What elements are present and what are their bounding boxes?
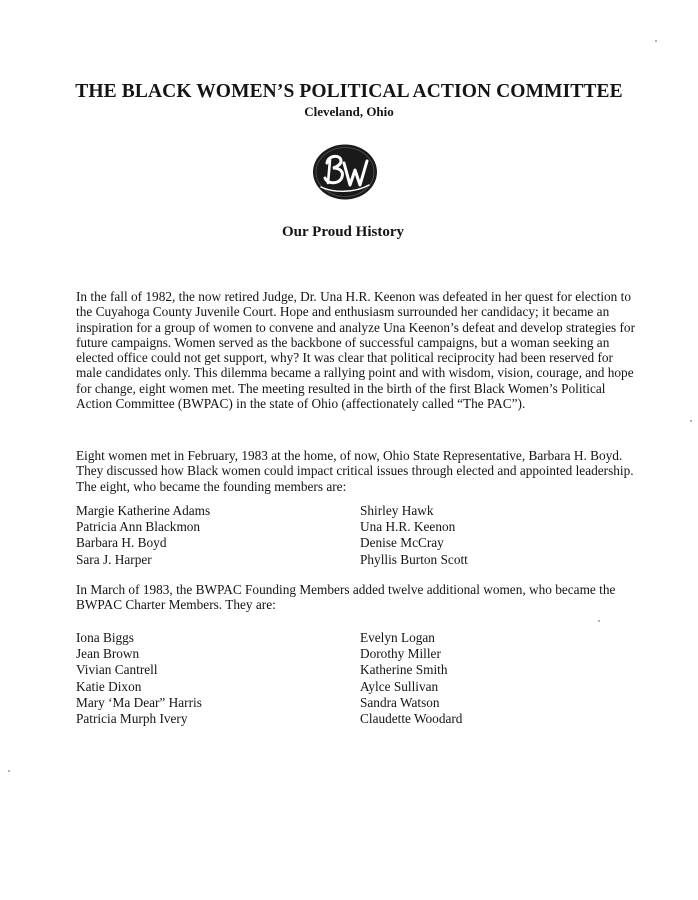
charter-intro-paragraph: In March of 1983, the BWPAC Founding Members added twelve additional women, who became the BWPAC Charter Members. They are: [76, 582, 616, 613]
member-name: Jean Brown [76, 646, 140, 662]
member-name: Mary ‘Ma Dear” Harris [76, 694, 202, 710]
member-name: Sara J. Harper [76, 551, 152, 567]
document-subtitle: Cleveland, Ohio [304, 104, 394, 119]
history-paragraph: In the fall of 1982, the now retired Judge, Dr. Una H.R. Keenon was defeated in her quest for election to the Cuyahoga County Juvenile Court. Hope and enthusiasm surrounded her candidacy; it became an inspiration for a group of women to convene and analyze Una Keenon’s defeat and develop strategies for future campaigns. Women served as the backbone of successful campaigns, but a woman seeking an elected office could not get support, why? It was clear that political reciprocity had been reserved for male candidates only. This dilemma became a rallying point and with wisdom, vision, courage, and hope for change, eight women met. The meeting resulted in the birth of the first Black Women’s Political Action Committee (BWPAC) in the state of Ohio (affectionately called “The PAC”). [76, 289, 636, 412]
charter-members-list [76, 630, 616, 727]
member-name: Barbara H. Boyd [76, 535, 167, 551]
member-name: Denise McCray [360, 535, 444, 551]
charter-members-left-column [76, 630, 360, 727]
member-name: Patricia Murph Ivery [76, 711, 188, 727]
founding-members-left-column [76, 503, 360, 568]
member-name: Iona Biggs [76, 630, 134, 645]
member-name: Vivian Cantrell [76, 662, 158, 678]
member-name: Una H.R. Keenon [360, 519, 456, 535]
member-name: Shirley Hawk [360, 503, 434, 518]
member-name: Sandra Watson [360, 694, 440, 710]
member-name: Claudette Woodard [360, 711, 463, 727]
section-heading: Our Proud History [282, 224, 404, 240]
founding-members-right-column [360, 503, 616, 568]
founding-members-list [76, 503, 616, 568]
member-name: Aylce Sullivan [360, 678, 439, 694]
founding-intro-paragraph: Eight women met in February, 1983 at the home, of now, Ohio State Representative, Barbara H. Boyd. They discussed how Black women could impact critical issues through elected and appointed leadership. The eight, who became the founding members are: [76, 448, 634, 494]
member-name: Katie Dixon [76, 678, 142, 694]
member-name: Margie Katherine Adams [76, 503, 211, 518]
scan-speck [690, 420, 692, 422]
member-name: Dorothy Miller [360, 646, 441, 662]
member-name: Katherine Smith [360, 662, 448, 678]
member-name: Phyllis Burton Scott [360, 551, 468, 567]
bwpac-logo-icon [311, 143, 379, 201]
document-title: THE BLACK WOMEN’S POLITICAL ACTION COMMITTEE [75, 81, 623, 102]
scan-speck [598, 620, 600, 622]
charter-members-right-column [360, 630, 616, 727]
member-name: Patricia Ann Blackmon [76, 519, 201, 535]
scan-speck [655, 40, 657, 42]
member-name: Evelyn Logan [360, 630, 435, 645]
scan-speck [8, 770, 10, 772]
